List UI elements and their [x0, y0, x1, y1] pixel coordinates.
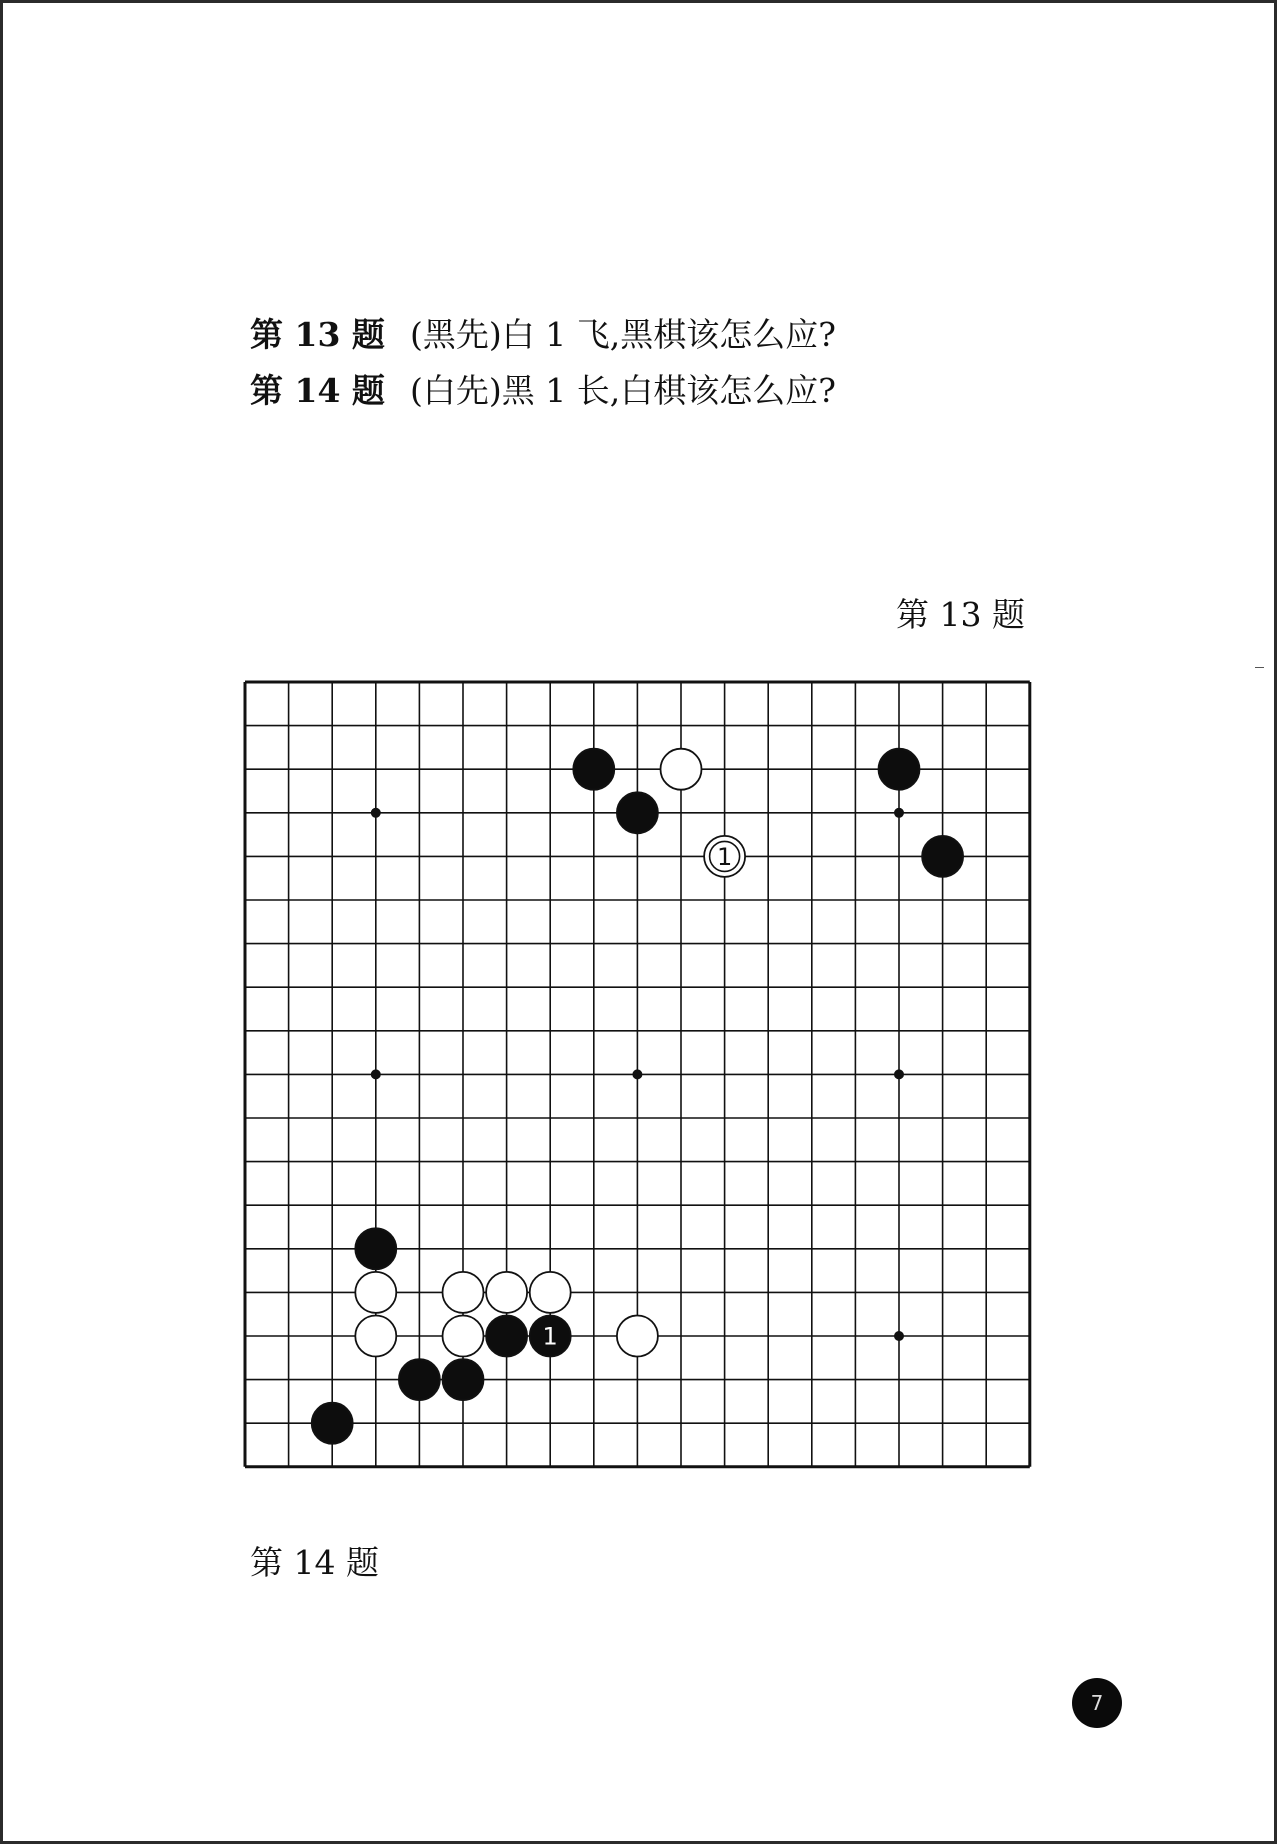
- black-stone: [443, 1359, 484, 1400]
- white-stone: [355, 1316, 396, 1357]
- black-stone: [486, 1316, 527, 1357]
- white-stone: [530, 1272, 571, 1313]
- problem-14-line: [250, 371, 836, 411]
- diagram-title-top: 第 13 题: [896, 595, 1025, 634]
- white-stone: [617, 1316, 658, 1357]
- star-point: [371, 1069, 381, 1079]
- stone-move-number: 1: [716, 842, 733, 871]
- problem-14-label: 第 14 题: [250, 371, 385, 410]
- star-point: [894, 1069, 904, 1079]
- white-stone: [486, 1272, 527, 1313]
- problem-13-line: [250, 315, 836, 355]
- problem-14-text: (白先)黑 1 长,白棋该怎么应?: [410, 371, 836, 410]
- black-stone: [355, 1228, 396, 1269]
- star-point: [371, 808, 381, 818]
- problem-13-label: 第 13 题: [250, 315, 385, 354]
- black-stone: [922, 836, 963, 877]
- stone-move-number: 1: [542, 1322, 558, 1351]
- diagram-title-bottom: 第 14 题: [250, 1543, 379, 1582]
- black-stone: [617, 792, 658, 833]
- black-stone: [573, 749, 614, 790]
- star-point: [632, 1069, 642, 1079]
- white-stone: [661, 749, 702, 790]
- go-board: [241, 678, 1036, 1480]
- margin-mark: [1255, 667, 1264, 668]
- white-stone: [355, 1272, 396, 1313]
- black-stone: [879, 749, 920, 790]
- black-stone: [399, 1359, 440, 1400]
- page-number-badge: 7: [1072, 1678, 1122, 1728]
- problem-13-text: (黑先)白 1 飞,黑棋该怎么应?: [410, 315, 836, 354]
- star-point: [894, 1331, 904, 1341]
- black-stone: [312, 1403, 353, 1444]
- star-point: [894, 808, 904, 818]
- white-stone: [443, 1272, 484, 1313]
- white-stone: [443, 1316, 484, 1357]
